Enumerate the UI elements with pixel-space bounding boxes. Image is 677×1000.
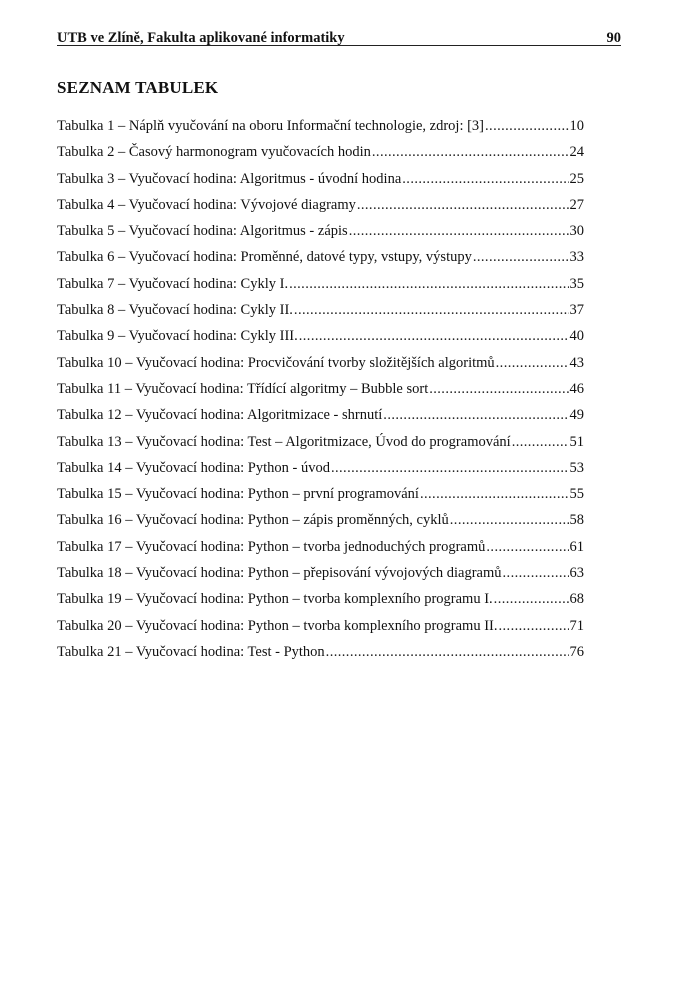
toc-entry[interactable] xyxy=(57,589,584,615)
dot-leader xyxy=(429,379,568,399)
toc-entry-page: 58 xyxy=(569,512,584,529)
toc-entry-text: Tabulka 2 – Časový harmonogram vyučovacích hodin xyxy=(57,144,371,161)
dot-leader xyxy=(357,195,569,215)
toc-entry[interactable] xyxy=(57,405,584,431)
toc-entry-text: Tabulka 8 – Vyučovací hodina: Cykly II. xyxy=(57,302,293,319)
header-page-number: 90 xyxy=(606,30,621,46)
toc-entry[interactable] xyxy=(57,195,584,221)
toc-entry[interactable] xyxy=(57,432,584,458)
toc-entry[interactable] xyxy=(57,537,584,563)
toc-entry-page: 37 xyxy=(569,302,584,319)
dot-leader xyxy=(349,221,569,241)
toc-entry-text: Tabulka 18 – Vyučovací hodina: Python – přepisování vývojových diagramů xyxy=(57,565,502,582)
header-title: UTB ve Zlíně, Fakulta aplikované informatiky xyxy=(57,30,345,46)
toc-entry-text: Tabulka 1 – Náplň vyučování na oboru Informační technologie, zdroj: [3] xyxy=(57,118,485,134)
dot-leader xyxy=(473,247,569,267)
toc-entry-page: 49 xyxy=(569,407,584,424)
dot-leader xyxy=(494,589,569,609)
toc-entry-page: 35 xyxy=(569,275,584,292)
toc-entry-text: Tabulka 14 – Vyučovací hodina: Python - úvod xyxy=(57,459,330,476)
toc-entry[interactable] xyxy=(57,642,584,668)
toc-entry-page: 43 xyxy=(569,354,584,371)
dot-leader xyxy=(294,300,569,320)
toc-entry-page: 71 xyxy=(569,617,584,634)
toc-entry-text: Tabulka 7 – Vyučovací hodina: Cykly I. xyxy=(57,275,289,292)
toc-entry[interactable] xyxy=(57,116,584,142)
dot-leader xyxy=(499,616,569,636)
toc-entry-text: Tabulka 13 – Vyučovací hodina: Test – Algoritmizace, Úvod do programování xyxy=(57,433,511,450)
toc-entry-page: 61 xyxy=(569,538,584,555)
toc-entry[interactable] xyxy=(57,510,584,536)
toc-entry-page: 40 xyxy=(569,328,584,345)
toc-entry[interactable] xyxy=(57,274,584,300)
dot-leader xyxy=(485,116,568,136)
dot-leader xyxy=(420,484,569,504)
dot-leader xyxy=(486,537,568,557)
dot-leader xyxy=(383,405,568,425)
toc-entry[interactable] xyxy=(57,221,584,247)
toc-entry[interactable] xyxy=(57,326,584,352)
toc-entry-page: 46 xyxy=(569,380,584,397)
toc-entry-page: 33 xyxy=(569,249,584,266)
dot-leader xyxy=(299,326,569,346)
toc-entry[interactable] xyxy=(57,247,584,273)
toc-entry-text: Tabulka 20 – Vyučovací hodina: Python – tvorba komplexního programu II. xyxy=(57,617,498,634)
dot-leader xyxy=(450,510,569,530)
toc-entry[interactable] xyxy=(57,379,584,405)
toc-entry-page: 24 xyxy=(569,144,584,161)
toc-entry[interactable] xyxy=(57,616,584,642)
dot-leader xyxy=(331,458,569,478)
toc-entry[interactable] xyxy=(57,142,584,168)
dot-leader xyxy=(512,432,569,452)
toc-entry[interactable] xyxy=(57,169,584,195)
dot-leader xyxy=(496,353,569,373)
toc-entry[interactable] xyxy=(57,563,584,589)
toc-entry-text: Tabulka 3 – Vyučovací hodina: Algoritmus - úvodní hodina xyxy=(57,170,402,187)
dot-leader xyxy=(289,274,568,294)
toc-entry-text: Tabulka 11 – Vyučovací hodina: Třídící algoritmy – Bubble sort xyxy=(57,380,429,397)
toc-entry-text: Tabulka 5 – Vyučovací hodina: Algoritmus - zápis xyxy=(57,223,348,240)
toc-entry-page: 68 xyxy=(569,591,584,608)
toc-entry-page: 55 xyxy=(569,486,584,503)
toc-entry-page: 10 xyxy=(569,118,584,134)
toc-entry[interactable] xyxy=(57,458,584,484)
toc-entry-text: Tabulka 12 – Vyučovací hodina: Algoritmizace - shrnutí xyxy=(57,407,383,424)
toc-entry-text: Tabulka 17 – Vyučovací hodina: Python – tvorba jednoduchých programů xyxy=(57,538,486,555)
toc-entry[interactable] xyxy=(57,300,584,326)
toc-entry-page: 25 xyxy=(569,170,584,187)
toc-entry-page: 30 xyxy=(569,223,584,240)
dot-leader xyxy=(326,642,569,662)
toc-entry-page: 76 xyxy=(569,643,584,660)
toc-entry-page: 51 xyxy=(569,433,584,450)
dot-leader xyxy=(402,169,568,189)
toc-entry-text: Tabulka 10 – Vyučovací hodina: Procvičování tvorby složitějších algoritmů xyxy=(57,354,495,371)
table-list xyxy=(57,116,584,668)
toc-entry-text: Tabulka 19 – Vyučovací hodina: Python – tvorba komplexního programu I. xyxy=(57,591,493,608)
header-rule xyxy=(57,45,621,46)
toc-entry[interactable] xyxy=(57,484,584,510)
dot-leader xyxy=(372,142,569,162)
toc-entry-text: Tabulka 21 – Vyučovací hodina: Test - Python xyxy=(57,643,325,660)
toc-entry-page: 63 xyxy=(569,565,584,582)
dot-leader xyxy=(503,563,569,583)
toc-entry-text: Tabulka 15 – Vyučovací hodina: Python – první programování xyxy=(57,486,419,503)
section-title: SEZNAM TABULEK xyxy=(57,78,219,97)
toc-entry-text: Tabulka 4 – Vyučovací hodina: Vývojové diagramy xyxy=(57,196,356,213)
toc-entry-text: Tabulka 6 – Vyučovací hodina: Proměnné, datové typy, vstupy, výstupy xyxy=(57,249,472,266)
toc-entry-text: Tabulka 9 – Vyučovací hodina: Cykly III. xyxy=(57,328,298,345)
toc-entry-page: 53 xyxy=(569,459,584,476)
toc-entry[interactable] xyxy=(57,353,584,379)
toc-entry-page: 27 xyxy=(569,196,584,213)
toc-entry-text: Tabulka 16 – Vyučovací hodina: Python – zápis proměnných, cyklů xyxy=(57,512,449,529)
running-header xyxy=(57,27,621,47)
